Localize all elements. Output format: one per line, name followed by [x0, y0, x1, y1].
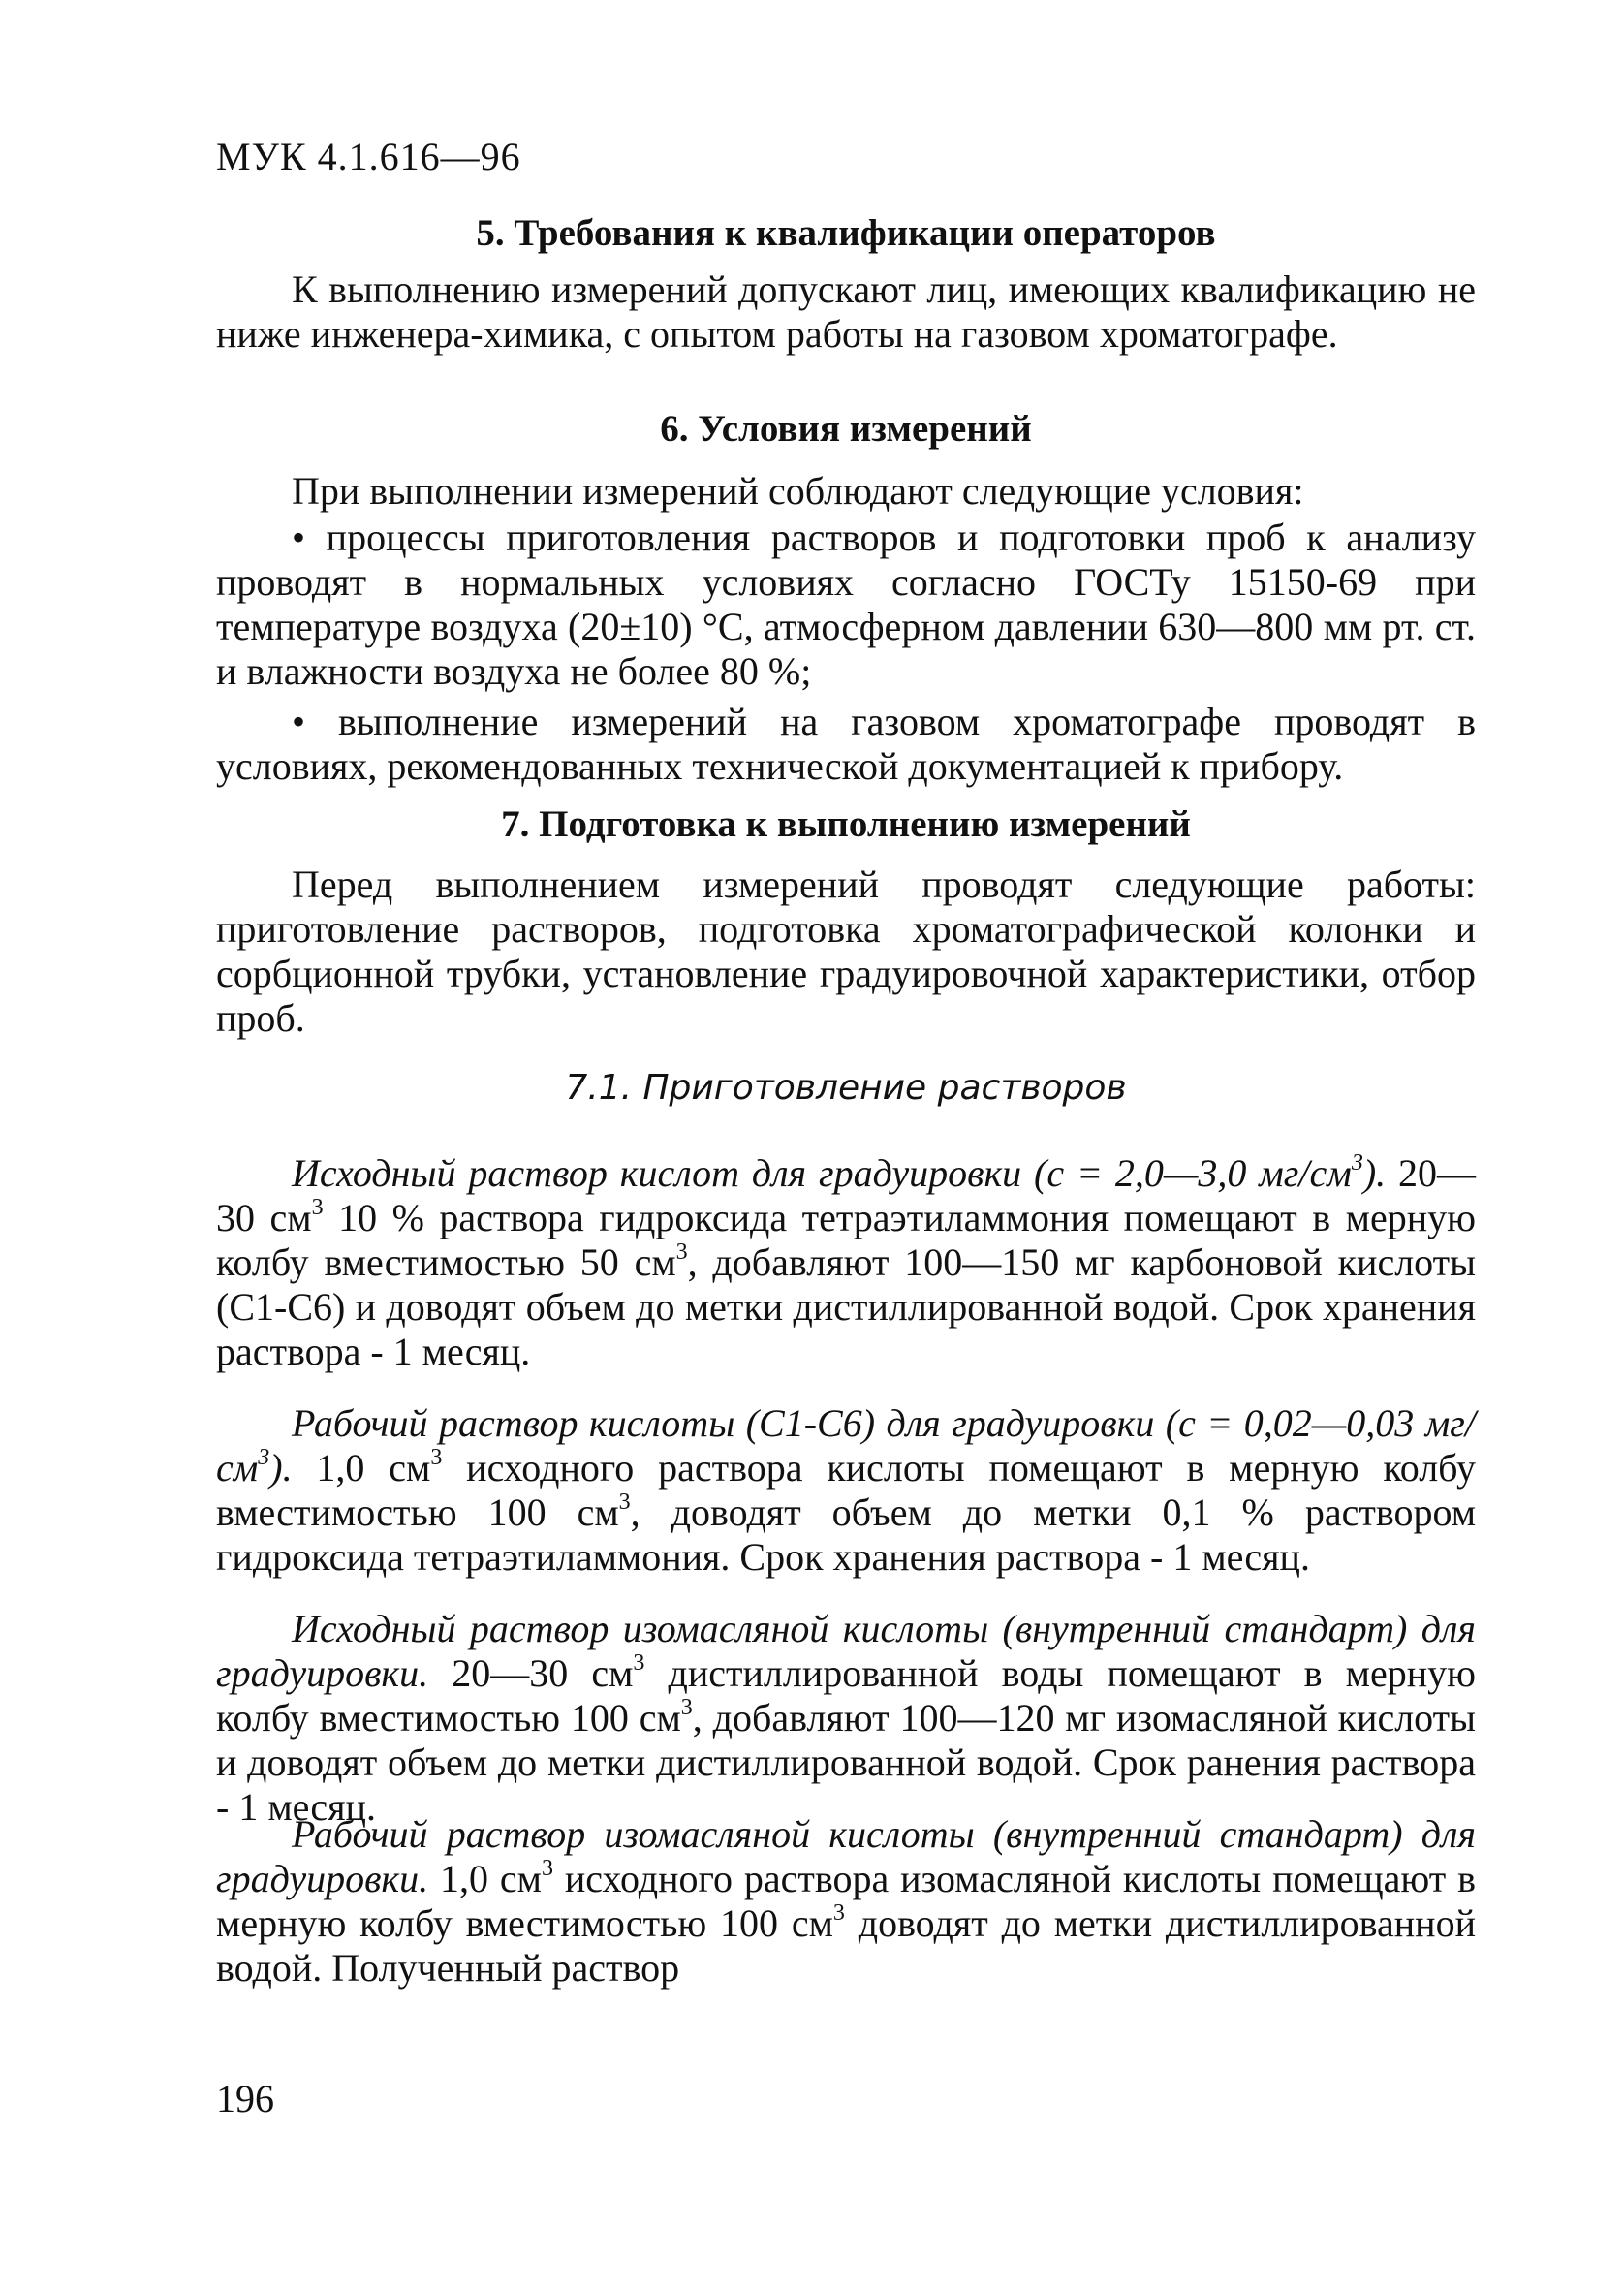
superscript: 3 [430, 1445, 443, 1471]
superscript: 3 [541, 1856, 553, 1882]
body-text: 1,0 см [292, 1446, 431, 1490]
paragraph-heading: Рабочий раствор изомасляной кислоты (внутренний стандарт) для градуировки. [216, 1812, 1476, 1900]
body-text: доводят до метки дистиллированной водой. Полученный раствор [216, 1901, 1476, 1990]
section-6-bullet-2: • выполнение измерений на газовом хроматографе проводят в условиях, рекомендованных технической документацией к прибору. [216, 700, 1476, 788]
section-6-title: 6. Условия измерений [660, 408, 1032, 450]
body-text: 20—30 см [216, 1151, 1477, 1239]
heading-text-end: ). [269, 1446, 293, 1490]
body-text: 10 % раствора гидроксида тетраэтиламмония помещают в мерную колбу вместимостью 50 см [216, 1196, 1476, 1284]
section-6-bullet-1: • процессы приготовления растворов и подготовки проб к анализу проводят в нормальных условиях согласно ГОСТу 15150-69 при температуре воздуха (20±10) °С, атмосферном давлении 630—800 мм рт. ст. и влажности воздуха не более 80 %; [216, 516, 1476, 693]
body-text: исходного раствора изомасляной кислоты помещают в мерную колбу вместимостью 100 см [216, 1857, 1476, 1945]
heading-text: Исходный раствор кислот для градуировки (с = 2,0—3,0 мг/см [292, 1151, 1352, 1195]
superscript: 3 [832, 1900, 845, 1927]
section-5-title: 5. Требования к квалификации операторов [476, 212, 1216, 254]
body-text: исходного раствора кислоты помещают в мерную колбу вместимостью 100 см [216, 1446, 1476, 1534]
heading-text-end: ). [1362, 1151, 1387, 1195]
paragraph-working-solution-acids [216, 1401, 1476, 1580]
heading-text: Рабочий раствор кислоты (С1-С6) для градуировки (с = 0,02—0,03 мг/см [216, 1401, 1476, 1490]
document-code: МУК 4.1.616—96 [216, 135, 521, 178]
body-text: , доводят объем до метки 0,1 % раствором гидроксида тетраэтиламмония. Срок хранения раствора - 1 месяц. [216, 1490, 1476, 1579]
section-7-text: Перед выполнением измерений проводят следующие работы: приготовление растворов, подготовка хроматографической колонки и сорбционной трубки, установление градуировочной характеристики, отбор проб. [216, 863, 1476, 1040]
superscript: 3 [1351, 1150, 1363, 1176]
paragraph-heading: Исходный раствор изомасляной кислоты (внутренний стандарт) для градуировки. [216, 1607, 1476, 1695]
body-text: , добавляют 100—150 мг карбоновой кислоты (С1-С6) и доводят объем до метки дистиллированной водой. Срок хранения раствора - 1 месяц. [216, 1240, 1476, 1373]
superscript: 3 [311, 1195, 324, 1221]
paragraph-heading [292, 1151, 1386, 1195]
superscript: 3 [618, 1490, 631, 1516]
superscript: 3 [680, 1695, 693, 1721]
page-number: 196 [216, 2077, 274, 2120]
subsection-7-1-title: 7.1. Приготовление растворов [565, 1068, 1127, 1108]
section-7-title: 7. Подготовка к выполнению измерений [501, 803, 1191, 845]
body-text: 1,0 см [428, 1857, 542, 1900]
section-5-text: К выполнению измерений допускают лиц, имеющих квалификацию не ниже инженера-химика, с опытом работы на газовом хроматографе. [216, 267, 1476, 356]
body-text: дистиллированной воды помещают в мерную колбу вместимостью 100 см [216, 1651, 1476, 1740]
superscript: 3 [633, 1650, 645, 1677]
body-text: , добавляют 100—120 мг изомасляной кислоты и доводят объем до метки дистиллированной водой. Срок ранения раствора - 1 месяц. [216, 1696, 1476, 1829]
section-6-intro: При выполнении измерений соблюдают следующие условия: [292, 469, 1304, 513]
superscript: 3 [675, 1239, 688, 1266]
body-text: 20—30 см [428, 1651, 634, 1695]
paragraph-stock-solution-isobutyric [216, 1607, 1476, 1830]
superscript: 3 [258, 1445, 270, 1471]
paragraph-working-solution-isobutyric [216, 1812, 1476, 1991]
paragraph-stock-solution-acids [216, 1151, 1476, 1374]
